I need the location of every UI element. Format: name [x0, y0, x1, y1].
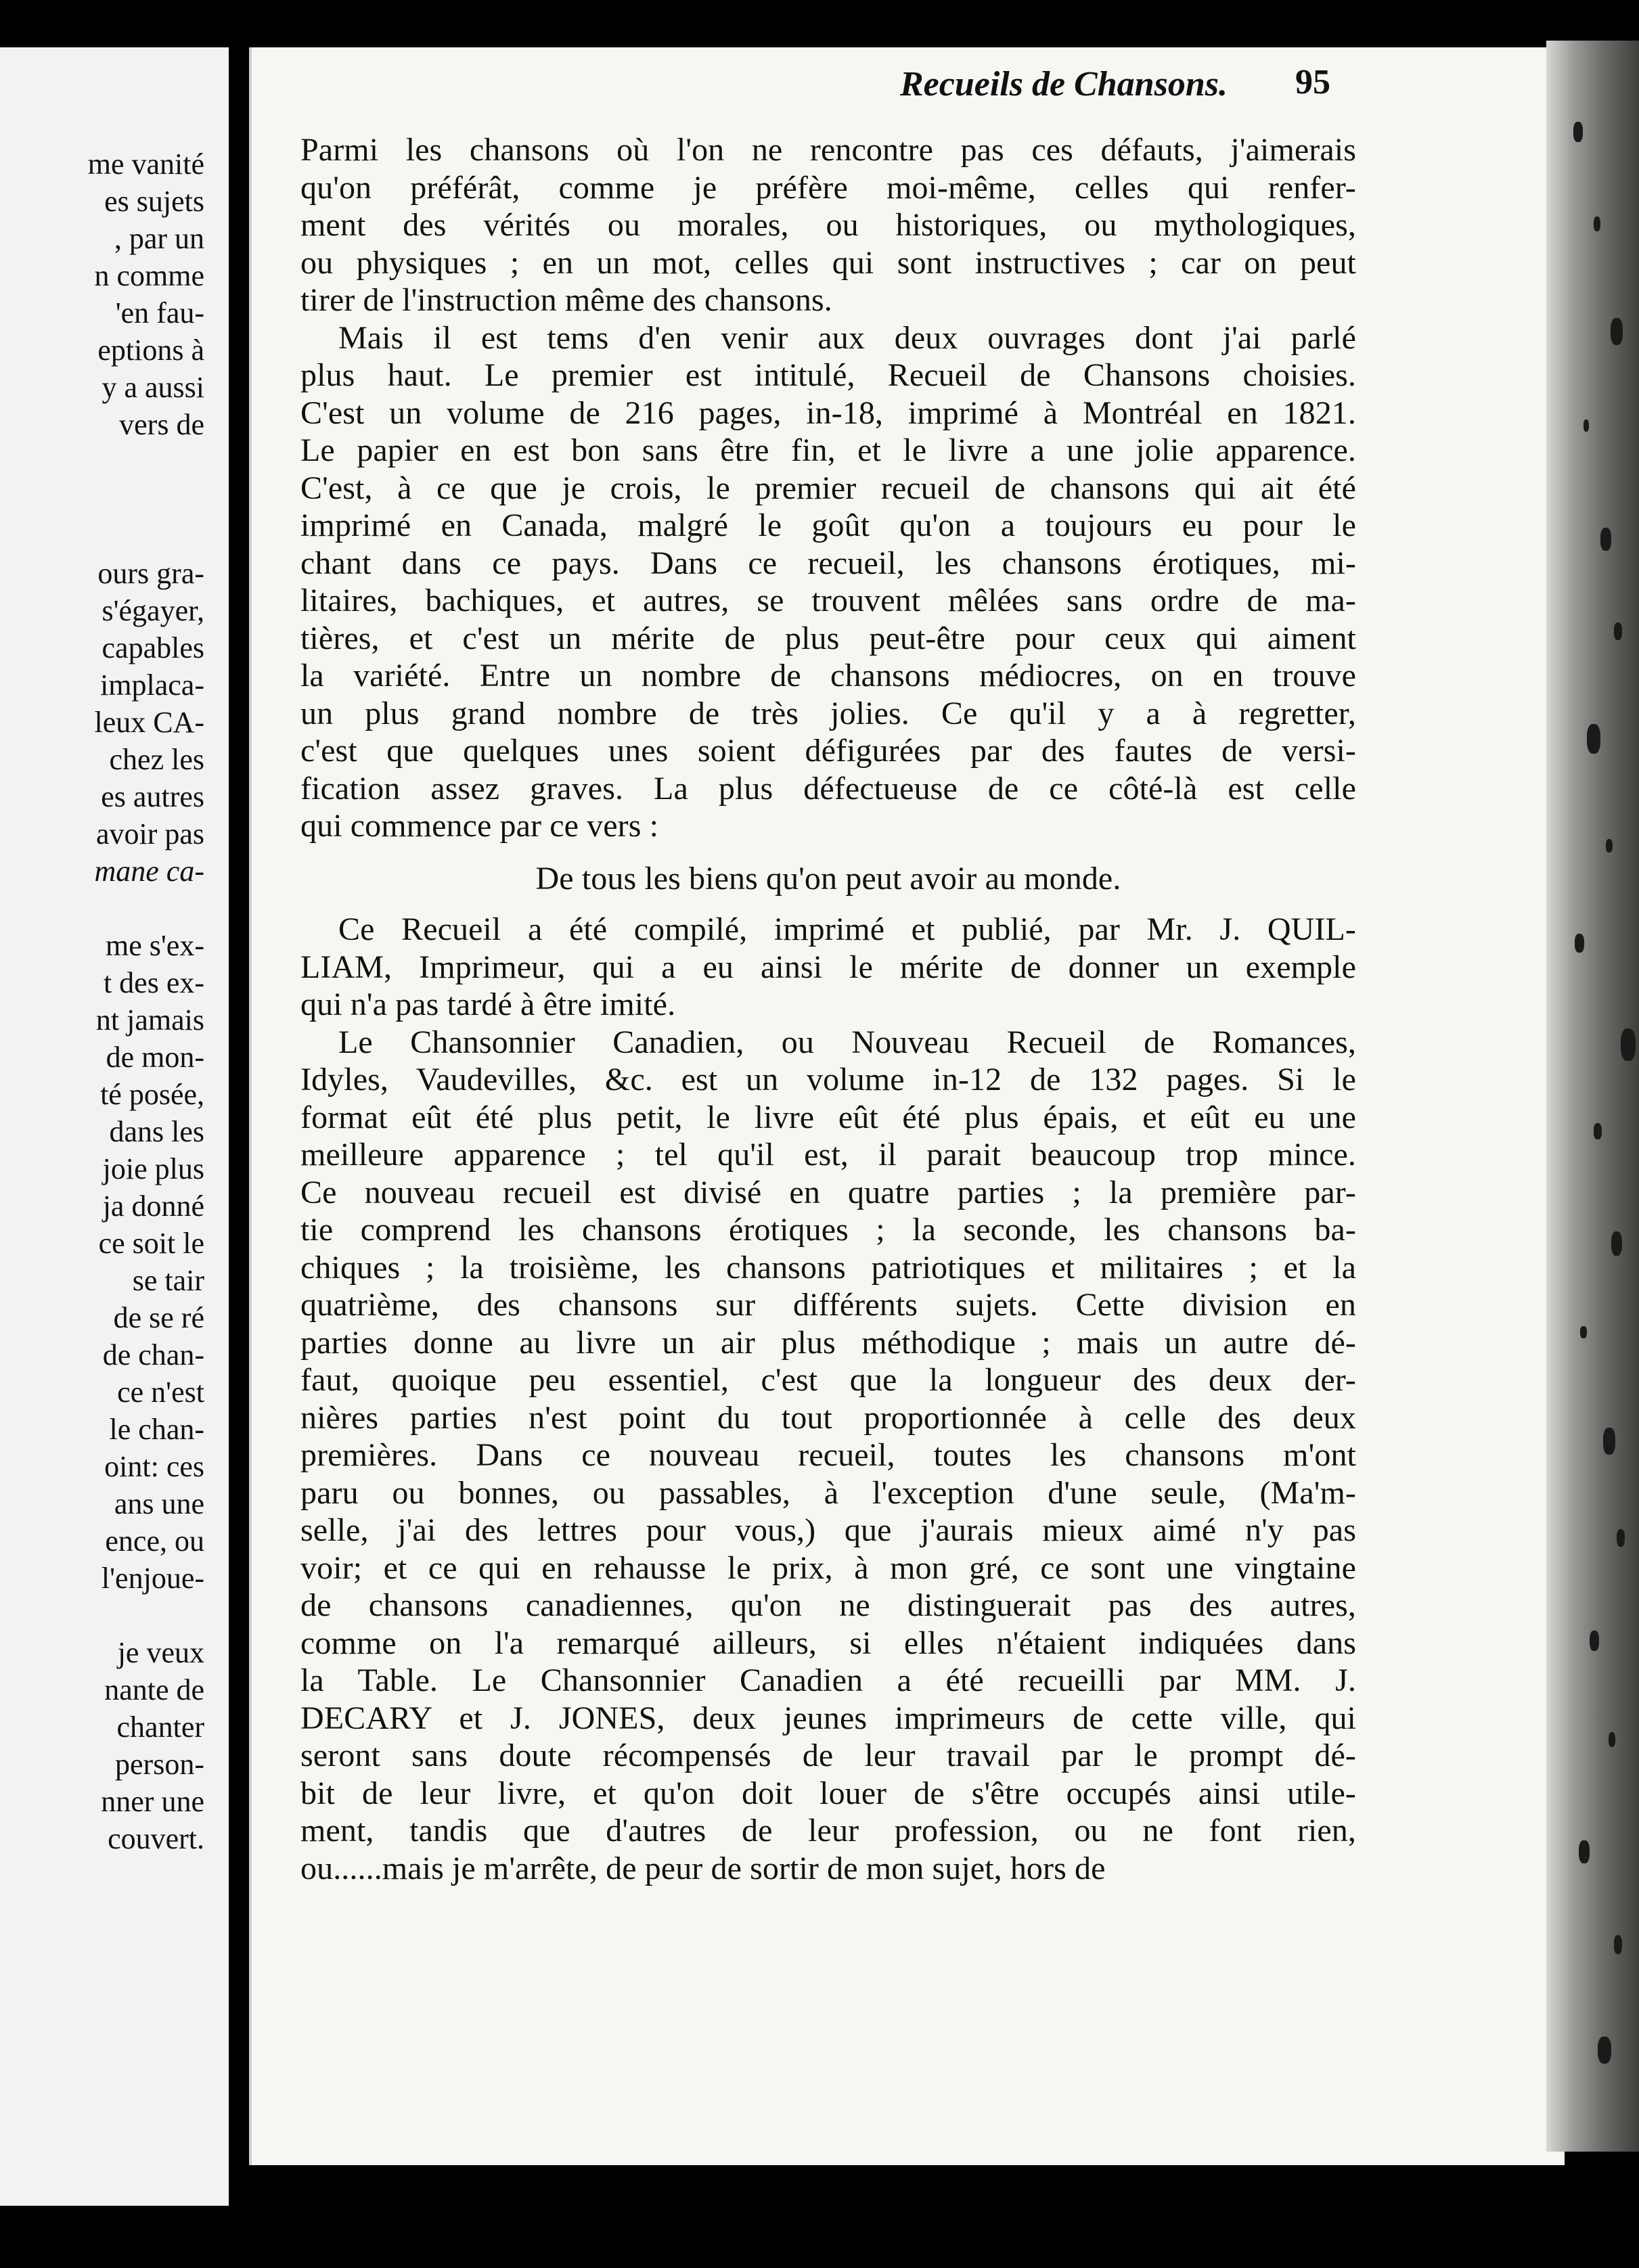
text-line: fication assez graves. La plus défectueuse de ce côté-là est celle [300, 770, 1356, 807]
text-line: tie comprend les chansons érotiques ; la seconde, les chansons ba- [300, 1212, 1356, 1248]
text-line: ment des vérités ou morales, ou historiques, ou mythologiques, [300, 207, 1356, 243]
left-page-line: 'en fau- [115, 296, 204, 330]
left-page-line: nante de [104, 1673, 204, 1706]
left-page-line: me vanité [87, 148, 204, 181]
left-page-line: s'égayer, [102, 594, 204, 627]
left-page-line: je veux [117, 1636, 204, 1669]
text-line: litaires, bachiques, et autres, se trouvent mêlées sans ordre de ma- [300, 583, 1356, 618]
text-line: chiques ; la troisième, les chansons patriotiques et militaires ; et la [300, 1249, 1356, 1286]
left-page-line [88, 480, 204, 518]
left-page-line: couvert. [108, 1822, 204, 1855]
text-line: nières parties n'est point du tout proportionnée à celle des deux [300, 1399, 1356, 1436]
left-page-line [88, 890, 204, 927]
paper-speck [1611, 318, 1623, 345]
left-page-line: ans une [114, 1487, 204, 1520]
text-line: Idyles, Vaudevilles, &c. est un volume in-12 de 132 pages. Si le [300, 1062, 1356, 1097]
paper-speck [1614, 1935, 1622, 1954]
paper-speck [1594, 217, 1600, 231]
left-page-line: dans les [109, 1115, 204, 1148]
text-line: voir; et ce qui en rehausse le prix, à mon gré, ce sont une vingtaine [300, 1549, 1356, 1586]
paper-speck [1611, 1231, 1622, 1256]
text-line: qu'on préférât, comme je préfère moi-même, celles qui renfer- [300, 169, 1356, 206]
text-line: la Table. Le Chansonnier Canadien a été recueilli par MM. J. [300, 1662, 1356, 1698]
left-page-line: capables [102, 631, 204, 664]
paper-speck [1587, 724, 1600, 754]
text-line: tirer de l'instruction même des chansons. [300, 282, 832, 318]
left-page-line: le chan- [109, 1413, 204, 1446]
text-line: tières, et c'est un mérite de plus peut-être pour ceux qui aiment [300, 620, 1356, 656]
text-line: format eût été plus petit, le livre eût été plus épais, et eût eu une [300, 1099, 1356, 1135]
text-line: premières. Dans ce nouveau recueil, toutes les chansons m'ont [300, 1437, 1356, 1473]
left-page-line: mane ca- [94, 855, 204, 888]
paper-speck [1614, 622, 1622, 640]
left-page-line: se tair [132, 1264, 204, 1297]
left-page-line: chez les [109, 743, 204, 776]
left-page-line: nner une [101, 1785, 204, 1818]
paper-speck [1609, 1732, 1615, 1747]
paper-speck [1600, 528, 1611, 551]
left-page-line: es autres [101, 780, 204, 813]
left-page-line: l'enjoue- [101, 1562, 204, 1595]
left-page-line: me s'ex- [106, 929, 204, 962]
left-page-line: ja donné [102, 1189, 204, 1223]
text-line: paru ou bonnes, ou passables, à l'exception d'une seule, (Ma'm- [300, 1474, 1356, 1511]
text-line: ment, tandis que d'autres de leur profession, ou ne font rien, [300, 1813, 1356, 1849]
text-line: de chansons canadiennes, qu'on ne distinguerait pas des autres, [300, 1587, 1356, 1623]
paper-speck [1617, 1529, 1625, 1547]
left-page-line: té posée, [100, 1078, 204, 1111]
text-line: Mais il est tems d'en venir aux deux ouvrages dont j'ai parlé [338, 319, 1356, 356]
left-page-line: de se ré [113, 1301, 204, 1334]
left-page-line: avoir pas [95, 817, 204, 850]
left-page-line: leux CA- [94, 706, 204, 739]
left-page-line: es sujets [104, 185, 204, 218]
text-line: Parmi les chansons où l'on ne rencontre pas ces défauts, j'aimerais [300, 132, 1356, 168]
left-page-line: t des ex- [103, 966, 204, 999]
left-page-line: implaca- [100, 668, 204, 702]
text-line: parties donne au livre un air plus méthodique ; mais un autre dé- [300, 1324, 1356, 1361]
left-page-line: oint: ces [104, 1450, 204, 1483]
text-line: C'est, à ce que je crois, le premier recueil de chansons qui ait été [300, 470, 1356, 506]
left-page-line: , par un [114, 222, 204, 255]
text-line: bit de leur livre, et qu'on doit louer de s'être occupés ainsi utile- [300, 1775, 1356, 1811]
quoted-verse: De tous les biens qu'on peut avoir au monde. [535, 860, 1121, 897]
text-line: ou......mais je m'arrête, de peur de sortir de mon sujet, hors de [300, 1850, 1106, 1886]
paper-speck [1621, 1028, 1636, 1061]
text-line: imprimé en Canada, malgré le goût qu'on a toujours eu pour le [300, 507, 1356, 543]
paper-speck [1580, 1326, 1587, 1338]
text-line: un plus grand nombre de très jolies. Ce qu'il y a à regretter, [300, 695, 1356, 731]
page-number: 95 [1295, 63, 1330, 101]
left-page-line: ce n'est [117, 1376, 204, 1409]
paper-speck [1590, 1631, 1599, 1651]
paper-speck [1606, 839, 1613, 853]
text-line: qui commence par ce vers : [300, 808, 659, 844]
text-line: Ce nouveau recueil est divisé en quatre parties ; la première par- [300, 1174, 1356, 1210]
left-page-line: nt jamais [95, 1003, 204, 1037]
text-line: faut, quoique peu essentiel, c'est que la longueur des deux der- [300, 1362, 1356, 1398]
body-text [300, 131, 1356, 1887]
left-page-line: de mon- [106, 1041, 204, 1074]
left-page-line: joie plus [102, 1152, 204, 1185]
text-line: ou physiques ; en un mot, celles qui sont instructives ; car on peut [300, 244, 1356, 281]
paper-speck [1575, 934, 1584, 953]
paper-speck [1598, 2037, 1611, 2064]
page-edge-shadow [1546, 41, 1639, 2152]
text-line: selle, j'ai des lettres pour vous,) que j'aurais mieux aimé n'y pas [300, 1512, 1356, 1548]
text-line: quatrième, des chansons sur différents sujets. Cette division en [300, 1287, 1356, 1323]
left-page-line [88, 1597, 204, 1634]
left-facing-page [0, 47, 229, 2206]
text-line: seront sans doute récompensés de leur travail par le prompt dé- [300, 1738, 1356, 1773]
text-line: Ce Recueil a été compilé, imprimé et publié, par Mr. J. QUIL- [338, 911, 1356, 947]
paper-speck [1579, 1840, 1590, 1863]
left-page-text [88, 145, 204, 1857]
left-page-line: vers de [119, 408, 204, 441]
paper-speck [1573, 122, 1583, 142]
left-page-line [88, 518, 204, 555]
paper-speck [1594, 1123, 1602, 1139]
main-page [252, 47, 1565, 2165]
paper-speck [1584, 419, 1589, 432]
left-page-line: y a aussi [102, 371, 204, 404]
left-page-line: de chan- [102, 1338, 204, 1371]
text-line: c'est que quelques unes soient défigurées par des fautes de versi- [300, 733, 1356, 769]
text-line: meilleure apparence ; tel qu'il est, il parait beaucoup trop mince. [300, 1137, 1356, 1173]
text-line: plus haut. Le premier est intitulé, Recueil de Chansons choisies. [300, 357, 1356, 393]
left-page-line: chanter [116, 1710, 204, 1744]
text-line: LIAM, Imprimeur, qui a eu ainsi le mérite de donner un exemple [300, 949, 1356, 985]
text-line: Le Chansonnier Canadien, ou Nouveau Recueil de Romances, [338, 1024, 1356, 1060]
text-line: qui n'a pas tardé à être imité. [300, 986, 676, 1022]
left-page-line: n comme [94, 259, 204, 292]
text-line: C'est un volume de 216 pages, in-18, imprimé à Montréal en 1821. [300, 394, 1356, 431]
left-page-line: person- [115, 1748, 204, 1781]
text-line: DECARY et J. JONES, deux jeunes imprimeurs de cette ville, qui [300, 1700, 1356, 1736]
text-line: la variété. Entre un nombre de chansons médiocres, on en trouve [300, 658, 1356, 694]
left-page-line: ce soit le [98, 1227, 204, 1260]
text-line: comme on l'a remarqué ailleurs, si elles n'étaient indiquées dans [300, 1625, 1356, 1661]
left-page-line: ours gra- [97, 557, 204, 590]
text-line: chant dans ce pays. Dans ce recueil, les chansons érotiques, mi- [300, 545, 1356, 581]
left-page-line: ence, ou [105, 1524, 204, 1558]
text-line: Le papier en est bon sans être fin, et le livre a une jolie apparence. [300, 432, 1356, 468]
running-head: Recueils de Chansons. [900, 65, 1228, 104]
paper-speck [1603, 1428, 1615, 1455]
left-page-line: eptions à [97, 334, 204, 367]
left-page-line [88, 443, 204, 480]
